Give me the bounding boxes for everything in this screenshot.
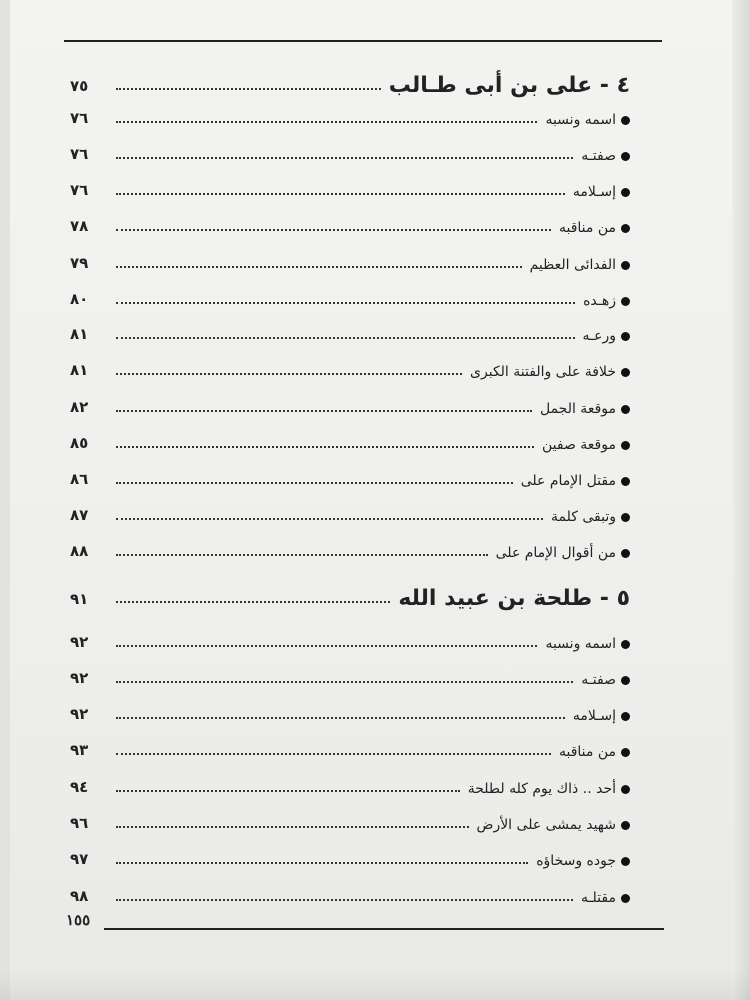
toc-page-number: ٩٨ [70,887,89,905]
toc-page-number: ٩٧ [70,850,89,868]
toc-entry [70,352,630,382]
toc-page-number: ٩٢ [70,705,89,723]
bullet-icon [621,821,630,830]
toc-page-number: ٨١ [70,361,89,379]
toc-dot-leader [116,373,462,375]
toc-entry-label: من أقوال الإمام على [495,545,616,561]
bullet-icon [621,785,630,794]
toc-dot-leader [116,681,573,683]
toc-page-number: ٨٢ [70,398,89,416]
page-edge-shadow [0,970,750,1000]
bullet-icon [621,261,630,270]
bullet-icon [621,549,630,558]
bullet-icon [621,676,630,685]
bullet-icon [621,152,630,161]
table-of-contents [70,40,650,910]
toc-entry-label: موقعة الجمل [539,401,616,417]
toc-entry-title [573,184,630,200]
toc-entry [70,316,630,346]
toc-page-number: ٨٥ [70,434,89,452]
toc-dot-leader [116,302,575,304]
toc-entry-label: أحد .. ذاك يوم كله لطلحة [467,781,616,797]
toc-entry-label: من مناقبه [558,220,616,236]
bullet-icon [621,513,630,522]
toc-entry [70,208,630,238]
page-edge-right [732,0,750,1000]
toc-entry-label: اسمه ونسبه [545,636,616,652]
toc-entry-label: صفتـه [581,148,616,164]
toc-page-number: ٧٦ [70,181,89,199]
toc-entry-title [583,293,630,309]
toc-dot-leader [116,899,573,901]
toc-entry [70,696,630,726]
toc-entry-label: الفدائى العظيم [529,257,616,273]
toc-entry-label: مقتل الإمام على [520,473,616,489]
toc-entry-label: موقعة صفين [542,437,616,453]
toc-entry [70,732,630,762]
toc-dot-leader [116,645,537,647]
toc-entry [70,841,630,871]
toc-page-number: ٩٦ [70,814,89,832]
bullet-icon [621,116,630,125]
toc-entry-title [581,148,630,164]
toc-page-number: ٧٦ [70,109,89,127]
toc-dot-leader [116,266,522,268]
toc-page-number: ٨١ [70,325,89,343]
bullet-icon [621,297,630,306]
page-number: ١٥٥ [66,911,91,929]
toc-dot-leader [116,554,488,556]
toc-entry [70,461,630,491]
toc-entry-title [573,708,630,724]
toc-entry [70,389,630,419]
toc-entry-title [545,636,630,652]
bottom-rule [104,928,664,930]
toc-entry-label: خلافة على والفتنة الكبرى [470,364,616,380]
bullet-icon [621,477,630,486]
toc-dot-leader [116,717,565,719]
toc-entry [70,281,630,311]
page-edge-left [0,0,10,1000]
toc-page-number: ٩٤ [70,778,89,796]
toc-entry-label: ٥ - طلحة بن عبيد الله [398,586,630,611]
toc-page-number: ٩٢ [70,669,89,687]
toc-page-number: ٧٥ [70,77,89,95]
toc-entry-title [551,509,630,525]
toc-entry-label: ورعـه [582,328,616,344]
toc-entry-title [559,220,630,236]
toc-page-number: ٨٠ [70,290,89,308]
toc-entry-label: اسمه ونسبه [545,112,616,128]
bullet-icon [621,857,630,866]
toc-page-number: ٧٦ [70,145,89,163]
toc-entry-title [496,545,630,561]
toc-page-number: ٩١ [70,590,89,608]
toc-dot-leader [116,482,513,484]
toc-entry-label: ٤ - على بن أبى طـالب [388,73,630,98]
toc-entry-title [468,781,630,797]
toc-entry-title [559,744,630,760]
toc-dot-leader [116,121,537,123]
toc-entry-label: شهيد يمشى على الأرض [476,817,616,833]
bullet-icon [621,188,630,197]
toc-entry-label: إسـلامه [572,184,616,200]
toc-entry [70,425,630,455]
toc-entry-title [545,112,630,128]
toc-entry-title [540,401,630,417]
bullet-icon [621,224,630,233]
toc-page-number: ٧٨ [70,217,89,235]
toc-entry-title [477,817,630,833]
bullet-icon [621,332,630,341]
toc-entry [70,878,630,908]
toc-entry-title [581,672,630,688]
toc-entry [70,497,630,527]
toc-page-number: ٨٧ [70,506,89,524]
bullet-icon [621,441,630,450]
toc-entry-label: وتبقى كلمة [551,509,616,525]
toc-chapter-title [389,73,630,98]
toc-page-number: ٧٩ [70,254,89,272]
toc-dot-leader [116,826,469,828]
toc-entry [70,172,630,202]
toc-entry-label: إسـلامه [572,708,616,724]
toc-entry [70,805,630,835]
toc-dot-leader [116,753,551,755]
toc-page-number: ٨٦ [70,470,89,488]
toc-entry [70,533,630,563]
toc-entry [70,100,630,130]
bullet-icon [621,748,630,757]
toc-page-number: ٩٢ [70,633,89,651]
toc-entry-title [581,890,630,906]
toc-dot-leader [116,790,460,792]
toc-chapter-entry [70,62,630,98]
toc-entry [70,136,630,166]
toc-chapter-entry [70,575,630,611]
toc-dot-leader [116,229,551,231]
toc-dot-leader [116,157,573,159]
toc-entry-label: جوده وسخاؤه [536,853,616,869]
toc-entry-title [521,473,630,489]
toc-dot-leader [116,446,534,448]
bullet-icon [621,894,630,903]
toc-chapter-title [398,586,630,611]
toc-dot-leader [116,862,528,864]
toc-entry-title [530,257,630,273]
toc-entry-title [536,853,630,869]
toc-entry-label: من مناقبه [558,744,616,760]
toc-entry [70,245,630,275]
toc-entry-label: صفتـه [581,672,616,688]
toc-entry-title [470,364,630,380]
toc-entry-label: زهـده [583,293,616,309]
toc-page-number: ٩٣ [70,741,89,759]
toc-dot-leader [116,601,390,603]
toc-dot-leader [116,193,565,195]
toc-page-number: ٨٨ [70,542,89,560]
toc-entry-title [583,328,630,344]
toc-entry [70,624,630,654]
toc-entry [70,769,630,799]
bullet-icon [621,368,630,377]
toc-dot-leader [116,410,532,412]
bullet-icon [621,405,630,414]
toc-entry [70,660,630,690]
toc-dot-leader [116,88,381,90]
toc-entry-title [542,437,630,453]
toc-entry-label: مقتلـه [580,890,616,906]
toc-dot-leader [116,337,575,339]
bullet-icon [621,712,630,721]
bullet-icon [621,640,630,649]
toc-dot-leader [116,518,543,520]
